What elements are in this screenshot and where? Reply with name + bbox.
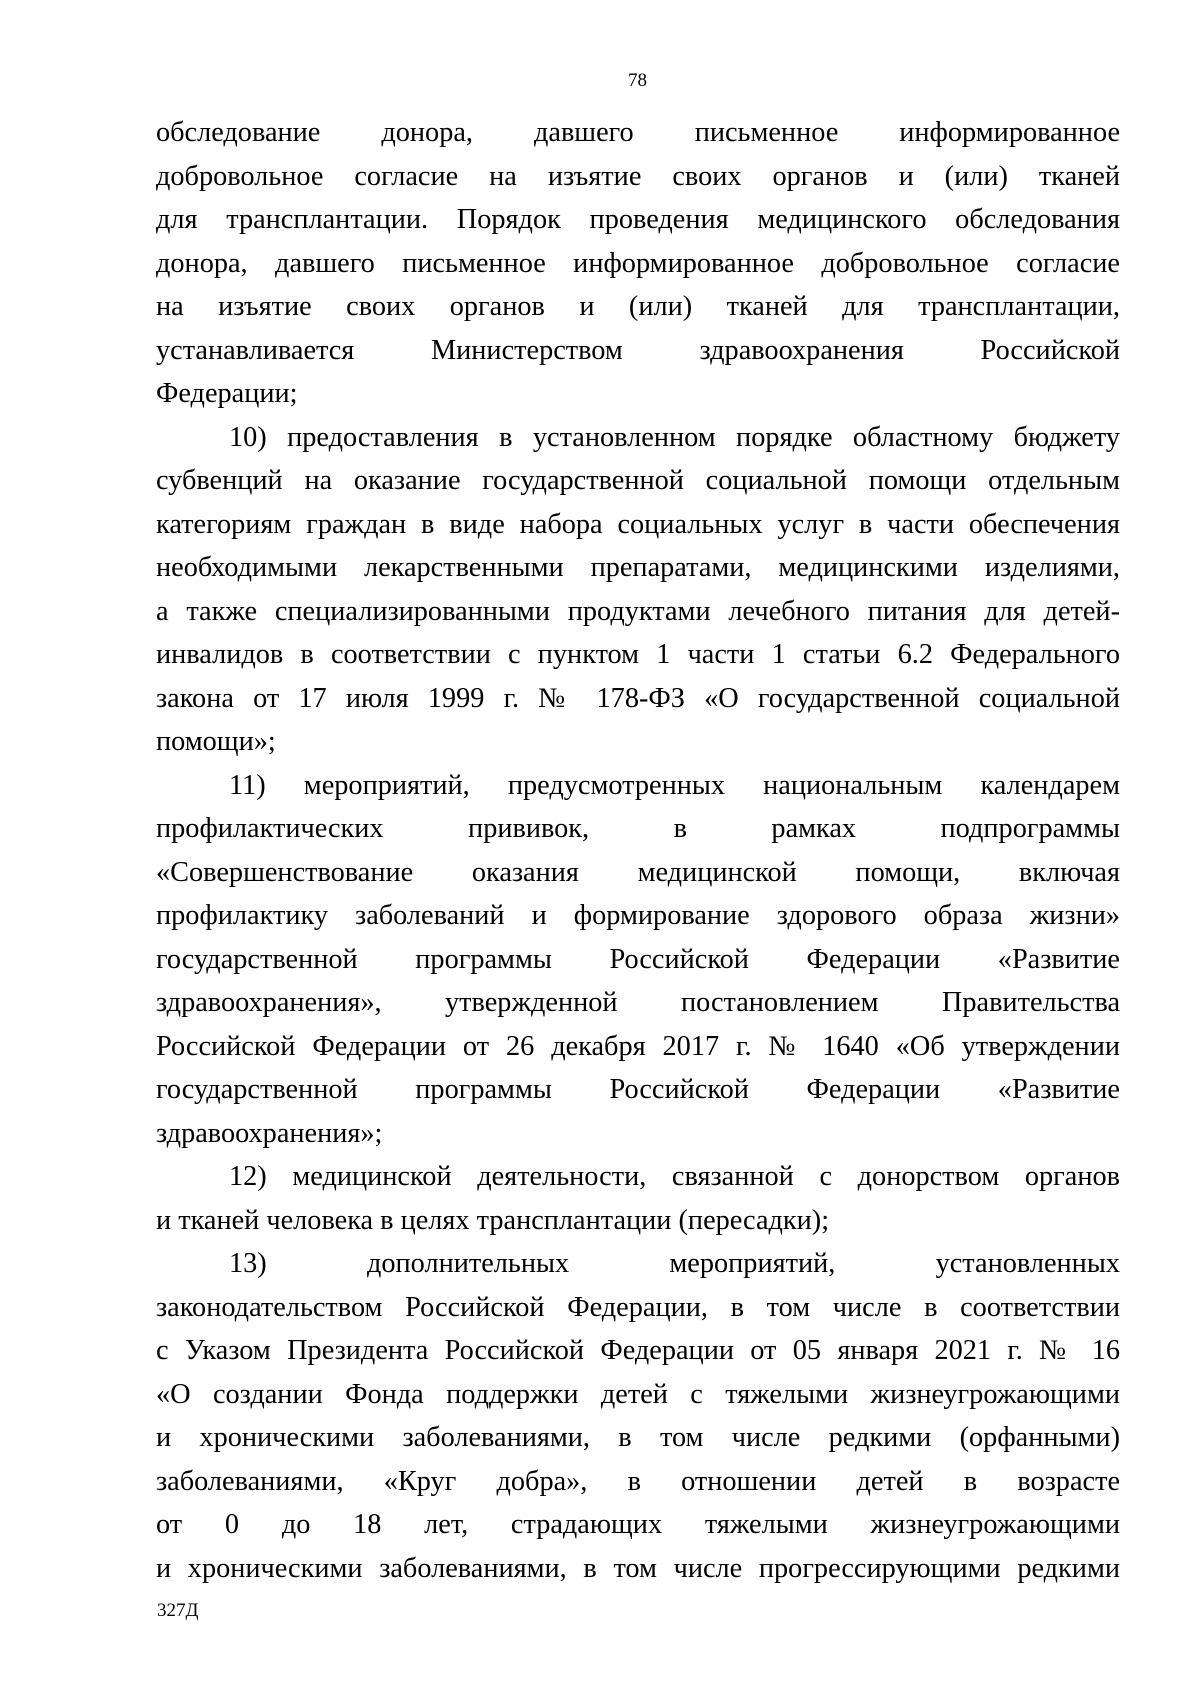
text-line: субвенций на оказание государственной социальной помощи отдельным — [156, 465, 1120, 496]
text-line: здравоохранения»; — [156, 1117, 383, 1149]
text-line: устанавливается Министерством здравоохранения Российской — [156, 334, 1120, 366]
text-line: и хроническими заболеваниями, в том числе редкими (орфанными) — [156, 1422, 1120, 1453]
text-line: донора, давшего письменное информированное добровольное согласие — [156, 247, 1120, 279]
text-line: от 0 до 18 лет, страдающих тяжелыми жизнеугрожающими — [156, 1509, 1120, 1540]
page-number: 78 — [628, 70, 647, 91]
text-line: помощи»; — [156, 726, 276, 757]
text-line: профилактику заболеваний и формирование здорового образа жизни» — [156, 900, 1120, 931]
text-line: 11) мероприятий, предусмотренных национальным календарем — [229, 769, 1120, 801]
text-line: а также специализированными продуктами лечебного питания для детей- — [156, 595, 1120, 627]
text-line: Федерации; — [156, 378, 298, 409]
text-line: здравоохранения», утвержденной постановлением Правительства — [156, 987, 1120, 1018]
text-line: 12) медицинской деятельности, связанной с донорством органов — [229, 1161, 1120, 1192]
text-line: законодательством Российской Федерации, в том числе в соответствии — [156, 1291, 1120, 1323]
text-line: заболеваниями, «Круг добра», в отношении детей в возрасте — [156, 1465, 1120, 1497]
text-line: 10) предоставления в установленном порядке областному бюджету — [229, 421, 1120, 453]
text-line: и хроническими заболеваниями, в том числе прогрессирующими редкими — [156, 1552, 1120, 1584]
text-line: для трансплантации. Порядок проведения медицинского обследования — [156, 204, 1120, 235]
text-line: государственной программы Российской Федерации «Развитие — [156, 1074, 1120, 1105]
text-line: государственной программы Российской Федерации «Развитие — [156, 943, 1120, 975]
text-line: закона от 17 июля 1999 г. № 178-ФЗ «О государственной социальной — [156, 682, 1120, 714]
text-line: категориям граждан в виде набора социальных услуг в части обеспечения — [156, 508, 1120, 540]
document-code: 327Д — [157, 1600, 199, 1621]
text-line: «О создании Фонда поддержки детей с тяжелыми жизнеугрожающими — [156, 1378, 1120, 1410]
text-line: 13) дополнительных мероприятий, установленных — [229, 1248, 1120, 1279]
text-line: добровольное согласие на изъятие своих органов и (или) тканей — [156, 160, 1120, 192]
text-line: Российской Федерации от 26 декабря 2017 г. № 1640 «Об утверждении — [156, 1030, 1120, 1062]
text-line: профилактических прививок, в рамках подпрограммы — [156, 813, 1120, 844]
text-line: необходимыми лекарственными препаратами, медицинскими изделиями, — [156, 552, 1120, 583]
text-line: на изъятие своих органов и (или) тканей для трансплантации, — [156, 291, 1120, 322]
text-line: с Указом Президента Российской Федерации от 05 января 2021 г. № 16 — [156, 1335, 1120, 1366]
text-line: обследование донора, давшего письменное информированное — [156, 117, 1120, 148]
text-line: и тканей человека в целях трансплантации (пересадки); — [156, 1204, 830, 1236]
document-body — [156, 111, 1120, 1590]
text-line: инвалидов в соответствии с пунктом 1 части 1 статьи 6.2 Федерального — [156, 639, 1120, 670]
text-line: «Совершенствование оказания медицинской помощи, включая — [156, 856, 1120, 888]
